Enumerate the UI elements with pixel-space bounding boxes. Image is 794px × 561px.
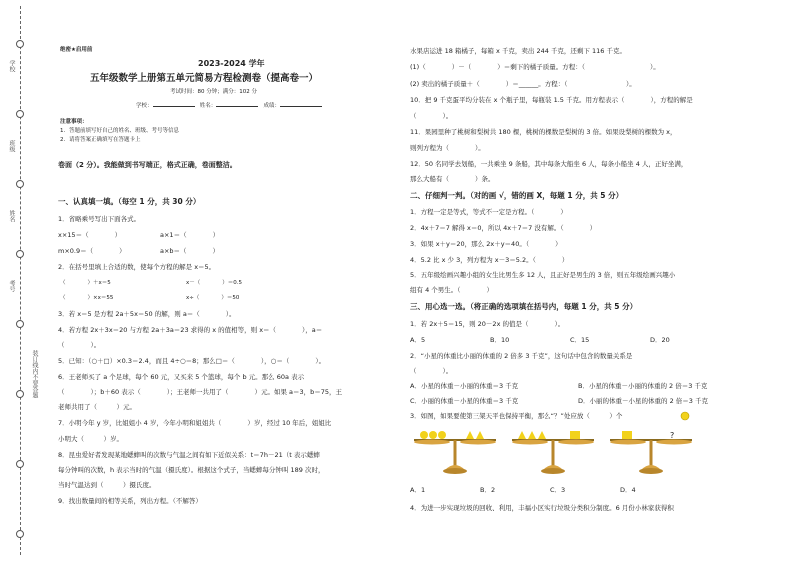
q12b: 那么大船有（ ）条。 — [410, 175, 495, 183]
q1: 1．省略乘号写出下面各式。 — [58, 215, 141, 223]
q7a: 7．小明今年 y 岁，比姐姐小 4 岁，今年小明和姐姐共（ ）岁，经过 10 年后，姐姐比 — [58, 419, 332, 427]
choice-2-D: D．小丽的体重－小星的体重的 2 倍＝3 千克 — [578, 397, 708, 405]
q9: 9．找出数量间的相等关系，列出方程。（不解答） — [58, 497, 202, 505]
binding-label-school: 学校 — [8, 60, 15, 72]
choice-3-A: A．1 — [410, 486, 426, 494]
binding-hole-icon — [16, 460, 24, 468]
choice-1-D: D．20 — [650, 336, 670, 344]
question-mark: ? — [670, 431, 675, 440]
q2c: （ ）×x＝55 — [60, 295, 114, 301]
judge-5a: 5．五年级绘画兴趣小组的女生比男生多 12 人，且正好是男生的 3 倍，则五年级绘画兴趣小 — [410, 271, 676, 279]
choice-2a: 2．“小星的体重比小丽的体重的 2 倍多 3 千克”，这句话中包含的数量关系是 — [410, 352, 633, 360]
notes-head: 注意事项： — [60, 119, 88, 125]
q4a: 4．若方程 2x＋3x＝20 与方程 2a＋3a＝23 求得的 x 的值相等，则 x＝（ ），a＝ — [58, 326, 323, 334]
score-blank[interactable] — [280, 106, 322, 107]
neatness-note: 卷面（2 分）。我能做到书写端正，格式正确，卷面整洁。 — [58, 161, 237, 169]
q1b: a×1＝（ ） — [160, 231, 220, 239]
binding-warning: 装订线内不要答题 — [31, 350, 38, 398]
q1d: a×b＝（ ） — [160, 247, 220, 255]
section-2-title: 二、仔细判一判。（对的画 √，错的画 X，每题 1 分，共 5 分） — [410, 191, 624, 200]
binding-hole-icon — [16, 110, 24, 118]
yellow-circle-icon — [680, 411, 690, 421]
choice-1: 1．若 2x＋5＝15，则 20－2x 的值是（ ）。 — [410, 320, 565, 328]
q8b: 每分钟叫的次数，h 表示当时的气温（摄氏度）。根据这个式子，当蟋蟀每分钟叫 189 次时， — [58, 466, 325, 474]
q2b: x－（ ）＝0.5 — [186, 280, 243, 286]
choice-3: 3．如图，如果要使第三架天平也保持平衡，那么“？”处应放（ ）个 — [410, 412, 623, 420]
judge-4: 4．5.2 比 x 少 3，列方程为 x－3＝5.2。（ ） — [410, 256, 569, 264]
q5: 5．已知：（○＋□）×0.3＝2.4，而且 4÷○＝8；那么□＝（ ），○＝（ ）。 — [58, 357, 326, 365]
q6a: 6．王老师买了 a 个足球，每个 60 元，又买来 5 个篮球，每个 b 元。那么 60a 表示 — [58, 373, 305, 381]
binding-label-name: 姓名 — [8, 210, 15, 222]
balance-scale-1 — [414, 431, 496, 474]
q2d: x÷（ ）＝50 — [186, 295, 240, 301]
q6c: 老师共用了（ ）元。 — [58, 403, 136, 411]
choice-3-D: D．4 — [620, 486, 636, 494]
choice-1-C: C．15 — [570, 336, 590, 344]
binding-hole-icon — [16, 530, 24, 538]
section-3-title: 三、用心选一选。（将正确的选项填在括号内，每题 1 分，共 5 分） — [410, 302, 638, 311]
q8a: 8．昆虫爱好者发现某地蟋蟀叫的次数与气温之间有如下近似关系：t＝7h－21（t 表示蟋蟀 — [58, 451, 320, 459]
note-2: 2．请将答案正确填写在答题卡上 — [60, 137, 141, 143]
binding-label-number: 考号 — [8, 280, 15, 292]
binding-hole-icon — [16, 250, 24, 258]
choice-2-B: B．小星的体重－小丽的体重的 2 倍＝3 千克 — [578, 382, 708, 390]
judge-1: 1．方程一定是等式，等式不一定是方程。（ ） — [410, 208, 567, 216]
note-1: 1．答题前填写好自己的姓名、班级、考号等信息 — [60, 128, 180, 134]
choice-2b: （ ）。 — [410, 367, 453, 375]
secret-mark: 绝密★启用前 — [60, 47, 93, 53]
q1a: x×15＝（ ） — [58, 231, 122, 239]
q11b: 则列方程为（ ）。 — [410, 144, 485, 152]
q9-text: 水果店运进 18 箱橘子，每箱 x 千克，卖出 244 千克，还剩下 116 千克。 — [410, 47, 626, 55]
exam-info: 考试时间：80 分钟；满分：102 分 — [170, 89, 257, 95]
q11a: 11．果园里种了桃树和梨树共 180 棵，桃树的棵数是梨树的 3 倍。如果设梨树的棵数为 x， — [410, 128, 677, 136]
binding-hole-icon — [16, 40, 24, 48]
q9-sub2: (2) 卖出的橘子质量＋（ ）＝______。方程：（ ）。 — [410, 80, 636, 88]
choice-3-B: B．2 — [480, 486, 496, 494]
balance-scale-figure — [410, 426, 700, 481]
balance-scales — [410, 426, 700, 481]
school-blank[interactable] — [153, 106, 195, 107]
binding-hole-icon — [16, 390, 24, 398]
q6b: （ ）；b＋60 表示（ ）；王老师一共用了（ ）元。如果 a＝3，b＝75，王 — [58, 388, 343, 396]
school-label: 学校： — [136, 103, 153, 109]
q10b: （ ）。 — [410, 112, 453, 120]
choice-3-C: C．3 — [550, 486, 566, 494]
choice-1-A: A．5 — [410, 336, 426, 344]
q4b: （ ）。 — [58, 341, 101, 349]
binding-dashed-line — [20, 6, 21, 555]
q2a: （ ）＋x＝5 — [60, 280, 111, 286]
balance-scale-2 — [512, 431, 594, 474]
q12a: 12．50 名同学去划船，一共乘坐 9 条船，其中每条大船坐 6 人，每条小船坐 4 人，正好坐满， — [410, 160, 688, 168]
score-label: 成绩： — [263, 103, 281, 109]
section-1-title: 一、认真填一填。（每空 1 分，共 30 分） — [58, 197, 201, 206]
judge-5b: 组有 4 个男生。（ ） — [410, 286, 494, 294]
name-label: 姓名： — [199, 103, 217, 109]
q7b: 小明大（ ）岁。 — [58, 435, 123, 443]
choice-1-B: B．10 — [490, 336, 510, 344]
balance-scale-3 — [610, 431, 692, 474]
q10a: 10．把 9 千克蛋平均分装在 x 个瓶子里，每瓶装 1.5 千克。用方程表示（ ），方程的解是 — [410, 96, 693, 104]
q2: 2．在括号里填上合适的数，使每个方程的解是 x＝5。 — [58, 263, 216, 271]
choice-2-A: A．小星的体重－小丽的体重＝3 千克 — [410, 382, 519, 390]
page-title: 五年级数学上册第五单元简易方程检测卷（提高卷一） — [90, 73, 319, 84]
q1c: m×0.9＝（ ） — [58, 247, 126, 255]
school-year: 2023-2024 学年 — [198, 59, 265, 68]
choice-2-C: C．小丽的体重－小星的体重＝3 千克 — [410, 397, 519, 405]
choice-4: 4．为进一步实现垃圾的回收、利用，丰福小区实行垃圾分类积分制度。6 月份小林家获得积 — [410, 504, 674, 512]
binding-hole-icon — [16, 180, 24, 188]
judge-3: 3．如果 x＋y＝20，那么 2x＋y＝40。（ ） — [410, 240, 562, 248]
student-info-row — [136, 104, 322, 110]
q8c: 当时气温达到（ ）摄氏度。 — [58, 481, 156, 489]
binding-label-class: 班级 — [8, 140, 15, 152]
judge-2: 2．4x＋7＝7 解得 x＝0，所以 4x＋7＝7 没有解。（ ） — [410, 224, 597, 232]
name-blank[interactable] — [216, 106, 258, 107]
q9-sub1: (1)（ ）－（ ）＝剩下的橘子质量。方程：（ ）。 — [410, 63, 660, 71]
q3: 3．若 x＝5 是方程 2a＋5x＝50 的解，则 a＝（ ）。 — [58, 310, 236, 318]
binding-margin — [0, 0, 40, 561]
binding-hole-icon — [16, 320, 24, 328]
